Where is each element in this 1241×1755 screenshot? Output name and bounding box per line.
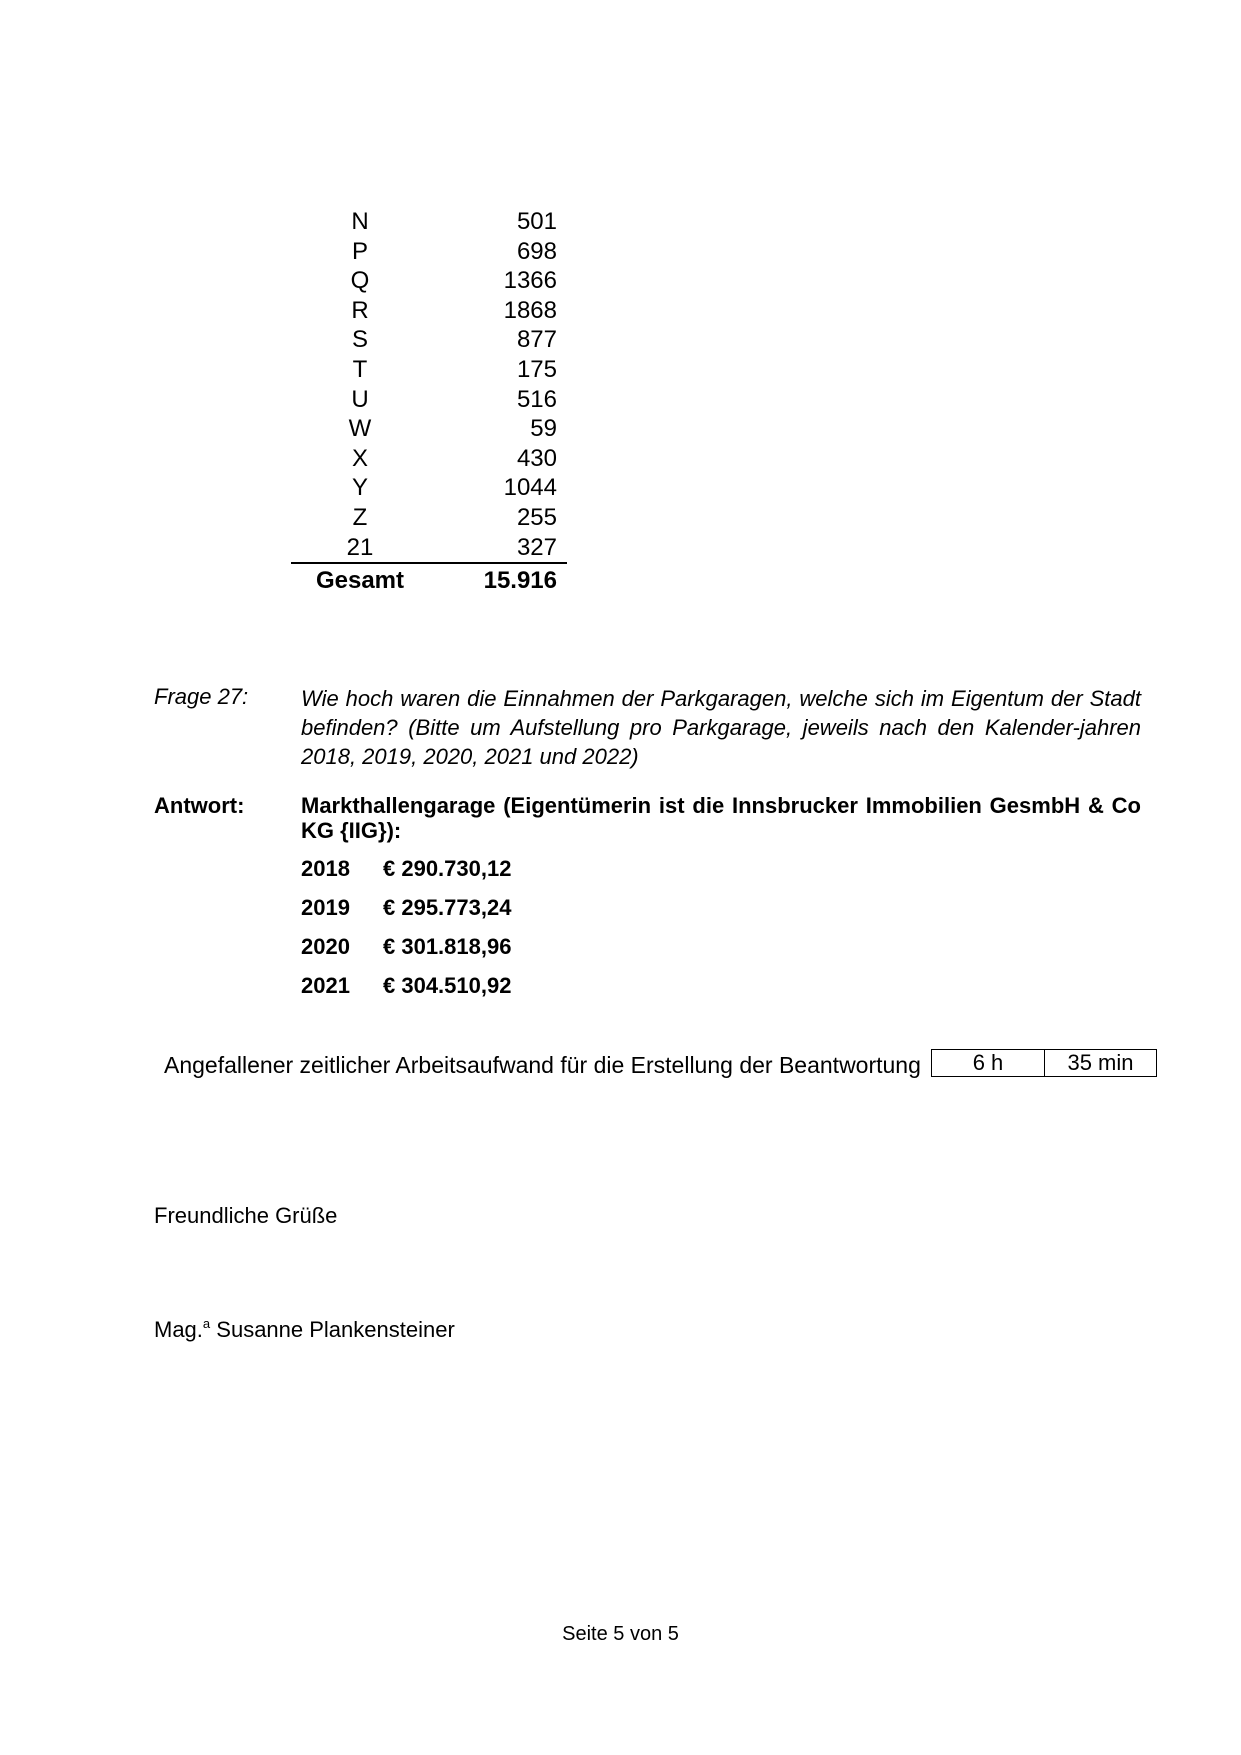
name-text: Susanne Plankensteiner: [216, 1317, 455, 1342]
table-row: [291, 444, 567, 474]
table-row: [291, 414, 567, 444]
signature-name: [154, 1316, 455, 1343]
row-key: T: [352, 355, 368, 383]
effort-time-box: [931, 1049, 1157, 1077]
question-label: Frage 27:: [154, 684, 249, 709]
row-key: X: [351, 444, 368, 472]
table-row: [291, 296, 567, 326]
greeting: Freundliche Grüße: [154, 1203, 338, 1228]
year-cell: 2021: [301, 973, 350, 998]
name-prefix-superscript: a: [202, 1316, 211, 1331]
row-value: 501: [516, 208, 557, 235]
table-row: [291, 237, 567, 267]
row-key: R: [351, 296, 369, 324]
table-row: [291, 355, 567, 385]
row-key: Z: [352, 503, 368, 531]
question-text: Wie hoch waren die Einnahmen der Parkgaragen, welche sich im Eigentum der Stadt befinden? (Bitte um Aufstellung pro Parkgarage, jeweils nach den Kalender-jahren 2018, 2019, 2020, 2021 und 2022): [301, 686, 1141, 769]
table-row: [301, 856, 511, 895]
year-cell: 2019: [301, 895, 350, 920]
effort-label: Angefallener zeitlicher Arbeitsaufwand für die Erstellung der Beantwortung: [164, 1052, 921, 1078]
row-key: Q: [350, 267, 370, 295]
row-value: 1044: [503, 474, 557, 502]
answer-label: Antwort:: [154, 793, 245, 818]
row-value: 877: [516, 326, 557, 354]
table-row: [291, 533, 567, 564]
row-key: P: [351, 237, 368, 265]
row-value: 175: [516, 355, 557, 383]
row-value: 327: [516, 533, 557, 561]
amount-cell: € 290.730,12: [383, 856, 512, 881]
row-key: 21: [346, 533, 374, 561]
effort-hours: 6 h: [932, 1050, 1045, 1077]
row-key: W: [348, 415, 372, 443]
row-key: S: [351, 326, 368, 354]
row-value: 255: [516, 503, 557, 531]
tally-table: [291, 207, 567, 598]
table-row: [301, 934, 511, 973]
table-row: [291, 503, 567, 533]
table-row: [291, 473, 567, 503]
row-value: 516: [516, 385, 557, 413]
table-row: [291, 385, 567, 415]
table-row: [301, 895, 511, 934]
name-prefix: Mag.: [154, 1317, 203, 1342]
revenue-table: [301, 856, 511, 1012]
table-row: [291, 325, 567, 355]
total-label: Gesamt: [291, 563, 429, 598]
table-row: [291, 207, 567, 237]
table-row: [291, 266, 567, 296]
row-key: N: [351, 208, 369, 235]
row-key: U: [351, 385, 369, 413]
row-key: Y: [351, 474, 368, 502]
table-row: [301, 973, 511, 1012]
total-value: 15.916: [429, 563, 567, 598]
row-value: 698: [516, 237, 557, 265]
amount-cell: € 295.773,24: [383, 895, 512, 920]
year-cell: 2020: [301, 934, 350, 959]
amount-cell: € 304.510,92: [383, 973, 512, 998]
year-cell: 2018: [301, 856, 350, 881]
total-row: [291, 563, 567, 598]
answer-text: Markthallengarage (Eigentümerin ist die Innsbrucker Immobilien GesmbH & Co KG {IIG}):: [301, 793, 1141, 843]
page-number: Seite 5 von 5: [562, 1623, 679, 1645]
row-value: 59: [530, 415, 557, 443]
effort-minutes: 35 min: [1045, 1050, 1157, 1077]
row-value: 430: [516, 444, 557, 472]
amount-cell: € 301.818,96: [383, 934, 512, 959]
table-row: [932, 1050, 1157, 1077]
row-value: 1868: [503, 296, 557, 324]
row-value: 1366: [503, 267, 557, 295]
